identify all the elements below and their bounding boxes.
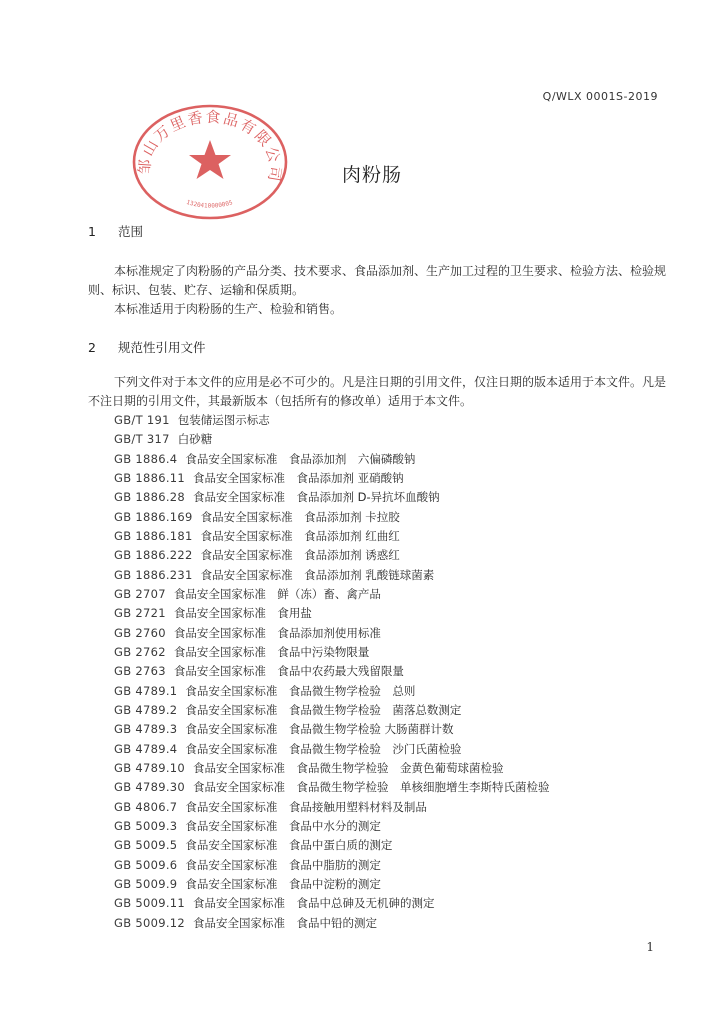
reference-item xyxy=(114,856,674,875)
document-title: 肉粉肠 xyxy=(341,164,402,186)
reference-item xyxy=(114,875,674,894)
reference-title: 食品安全国家标准 食品中水分的测定 xyxy=(185,818,381,833)
svg-text:邹山万里香食品有限公司: 邹山万里香食品有限公司 xyxy=(135,107,285,185)
reference-title: 食品安全国家标准 食品添加剂 卡拉胶 xyxy=(200,509,400,524)
reference-title: 包装储运图示标志 xyxy=(177,413,270,427)
reference-title: 食品安全国家标准 食品中农药最大残留限量 xyxy=(173,664,404,679)
reference-title: 食品安全国家标准 食品中淀粉的测定 xyxy=(185,876,381,891)
reference-code: GB 5009.12 xyxy=(114,915,186,930)
reference-code: GB 1886.181 xyxy=(114,528,193,543)
section-title: 规范性引用文件 xyxy=(117,340,206,355)
reference-item xyxy=(114,836,674,855)
reference-title: 食品安全国家标准 食品中总砷及无机砷的测定 xyxy=(193,896,435,911)
reference-item xyxy=(114,508,674,527)
reference-item xyxy=(114,662,674,681)
reference-code: GB 1886.11 xyxy=(114,470,186,485)
reference-code: GB 5009.9 xyxy=(114,876,178,891)
reference-item xyxy=(114,488,674,507)
reference-code: GB 4789.3 xyxy=(114,722,178,737)
reference-item xyxy=(114,604,674,623)
section-number: 1 xyxy=(88,224,96,239)
reference-title: 食品安全国家标准 食品微生物学检验 菌落总数测定 xyxy=(185,702,462,717)
reference-title: 食品安全国家标准 食品中脂肪的测定 xyxy=(185,857,381,872)
reference-title: 食品安全国家标准 食品中蛋白质的测定 xyxy=(185,838,393,853)
reference-item xyxy=(114,682,674,701)
reference-title: 食品安全国家标准 食品中污染物限量 xyxy=(173,644,370,659)
reference-code: GB 2721 xyxy=(114,606,166,621)
normative-references-list xyxy=(114,411,674,933)
reference-code: GB 2760 xyxy=(114,625,166,640)
reference-item xyxy=(114,643,674,662)
section-2-body xyxy=(88,373,668,411)
reference-title: 食品安全国家标准 食品接触用塑料材料及制品 xyxy=(185,799,427,814)
reference-title: 食品安全国家标准 食品微生物学检验 单核细胞增生李斯特氏菌检验 xyxy=(193,780,550,795)
reference-code: GB 4806.7 xyxy=(114,799,178,814)
reference-code: GB 4789.10 xyxy=(114,760,186,775)
reference-code: GB 5009.6 xyxy=(114,857,178,872)
reference-item xyxy=(114,624,674,643)
reference-code: GB 1886.4 xyxy=(114,451,178,466)
reference-code: GB 4789.4 xyxy=(114,741,178,756)
reference-item xyxy=(114,450,674,469)
reference-code: GB 4789.30 xyxy=(114,780,186,795)
reference-code: GB 5009.3 xyxy=(114,818,178,833)
section-2-heading xyxy=(88,338,206,356)
paragraph: 本标准适用于肉粉肠的生产、检验和销售。 xyxy=(114,302,343,316)
section-1-body xyxy=(88,262,668,319)
reference-title: 食品安全国家标准 食品添加剂 亚硝酸钠 xyxy=(193,470,404,485)
reference-item xyxy=(114,546,674,565)
reference-code: GB/T 191 xyxy=(114,413,170,427)
reference-title: 食品安全国家标准 鲜（冻）畜、禽产品 xyxy=(173,586,381,601)
reference-item xyxy=(114,701,674,720)
reference-item xyxy=(114,740,674,759)
section-number: 2 xyxy=(88,340,96,355)
reference-item xyxy=(114,585,674,604)
reference-item xyxy=(114,798,674,817)
section-1-heading xyxy=(88,222,143,240)
reference-item xyxy=(114,411,674,430)
svg-text:1320410000005: 1320410000005 xyxy=(185,198,234,210)
page-number: 1 xyxy=(646,940,654,954)
reference-item xyxy=(114,430,674,449)
reference-item xyxy=(114,914,674,933)
reference-title: 食品安全国家标准 食品添加剂 六偏磷酸钠 xyxy=(185,451,416,466)
reference-code: GB/T 317 xyxy=(114,432,170,447)
reference-item xyxy=(114,894,674,913)
reference-item xyxy=(114,566,674,585)
paragraph: 本标准规定了肉粉肠的产品分类、技术要求、食品添加剂、生产加工过程的卫生要求、检验方法、检验规则、标识、包装、贮存、运输和保质期。 xyxy=(88,264,667,297)
reference-item xyxy=(114,720,674,739)
reference-title: 食品安全国家标准 食品中铅的测定 xyxy=(193,915,378,930)
reference-code: GB 1886.231 xyxy=(114,567,193,582)
section-title: 范围 xyxy=(117,224,143,239)
reference-code: GB 4789.1 xyxy=(114,683,178,698)
reference-title: 食品安全国家标准 食品添加剂使用标准 xyxy=(173,625,381,640)
reference-title: 白砂糖 xyxy=(177,432,213,447)
document-code: Q/WLX 0001S-2019 xyxy=(542,90,658,103)
reference-item xyxy=(114,817,674,836)
reference-code: GB 1886.222 xyxy=(114,548,193,563)
reference-item xyxy=(114,778,674,797)
reference-title: 食品安全国家标准 食品添加剂 诱惑红 xyxy=(200,548,400,563)
reference-title: 食品安全国家标准 食品添加剂 红曲红 xyxy=(200,528,400,543)
reference-code: GB 5009.5 xyxy=(114,838,178,853)
reference-title: 食品安全国家标准 食品微生物学检验 总则 xyxy=(185,683,416,698)
reference-item xyxy=(114,527,674,546)
reference-title: 食品安全国家标准 食品微生物学检验 大肠菌群计数 xyxy=(185,722,454,737)
reference-item xyxy=(114,759,674,778)
reference-title: 食品安全国家标准 食品添加剂 D-异抗坏血酸钠 xyxy=(193,490,440,505)
paragraph: 下列文件对于本文件的应用是必不可少的。凡是注日期的引用文件，仅注日期的版本适用于本文件。凡是不注日期的引用文件，其最新版本（包括所有的修改单）适用于本文件。 xyxy=(88,375,667,408)
reference-title: 食品安全国家标准 食品微生物学检验 金黄色葡萄球菌检验 xyxy=(193,760,504,775)
reference-code: GB 4789.2 xyxy=(114,702,178,717)
reference-title: 食品安全国家标准 食用盐 xyxy=(173,606,312,621)
reference-code: GB 1886.169 xyxy=(114,509,193,524)
reference-code: GB 2707 xyxy=(114,586,166,601)
reference-title: 食品安全国家标准 食品微生物学检验 沙门氏菌检验 xyxy=(185,741,462,756)
reference-code: GB 2763 xyxy=(114,664,166,679)
reference-code: GB 2762 xyxy=(114,644,166,659)
reference-title: 食品安全国家标准 食品添加剂 乳酸链球菌素 xyxy=(200,567,435,582)
reference-code: GB 5009.11 xyxy=(114,896,186,911)
reference-item xyxy=(114,469,674,488)
reference-code: GB 1886.28 xyxy=(114,490,186,505)
